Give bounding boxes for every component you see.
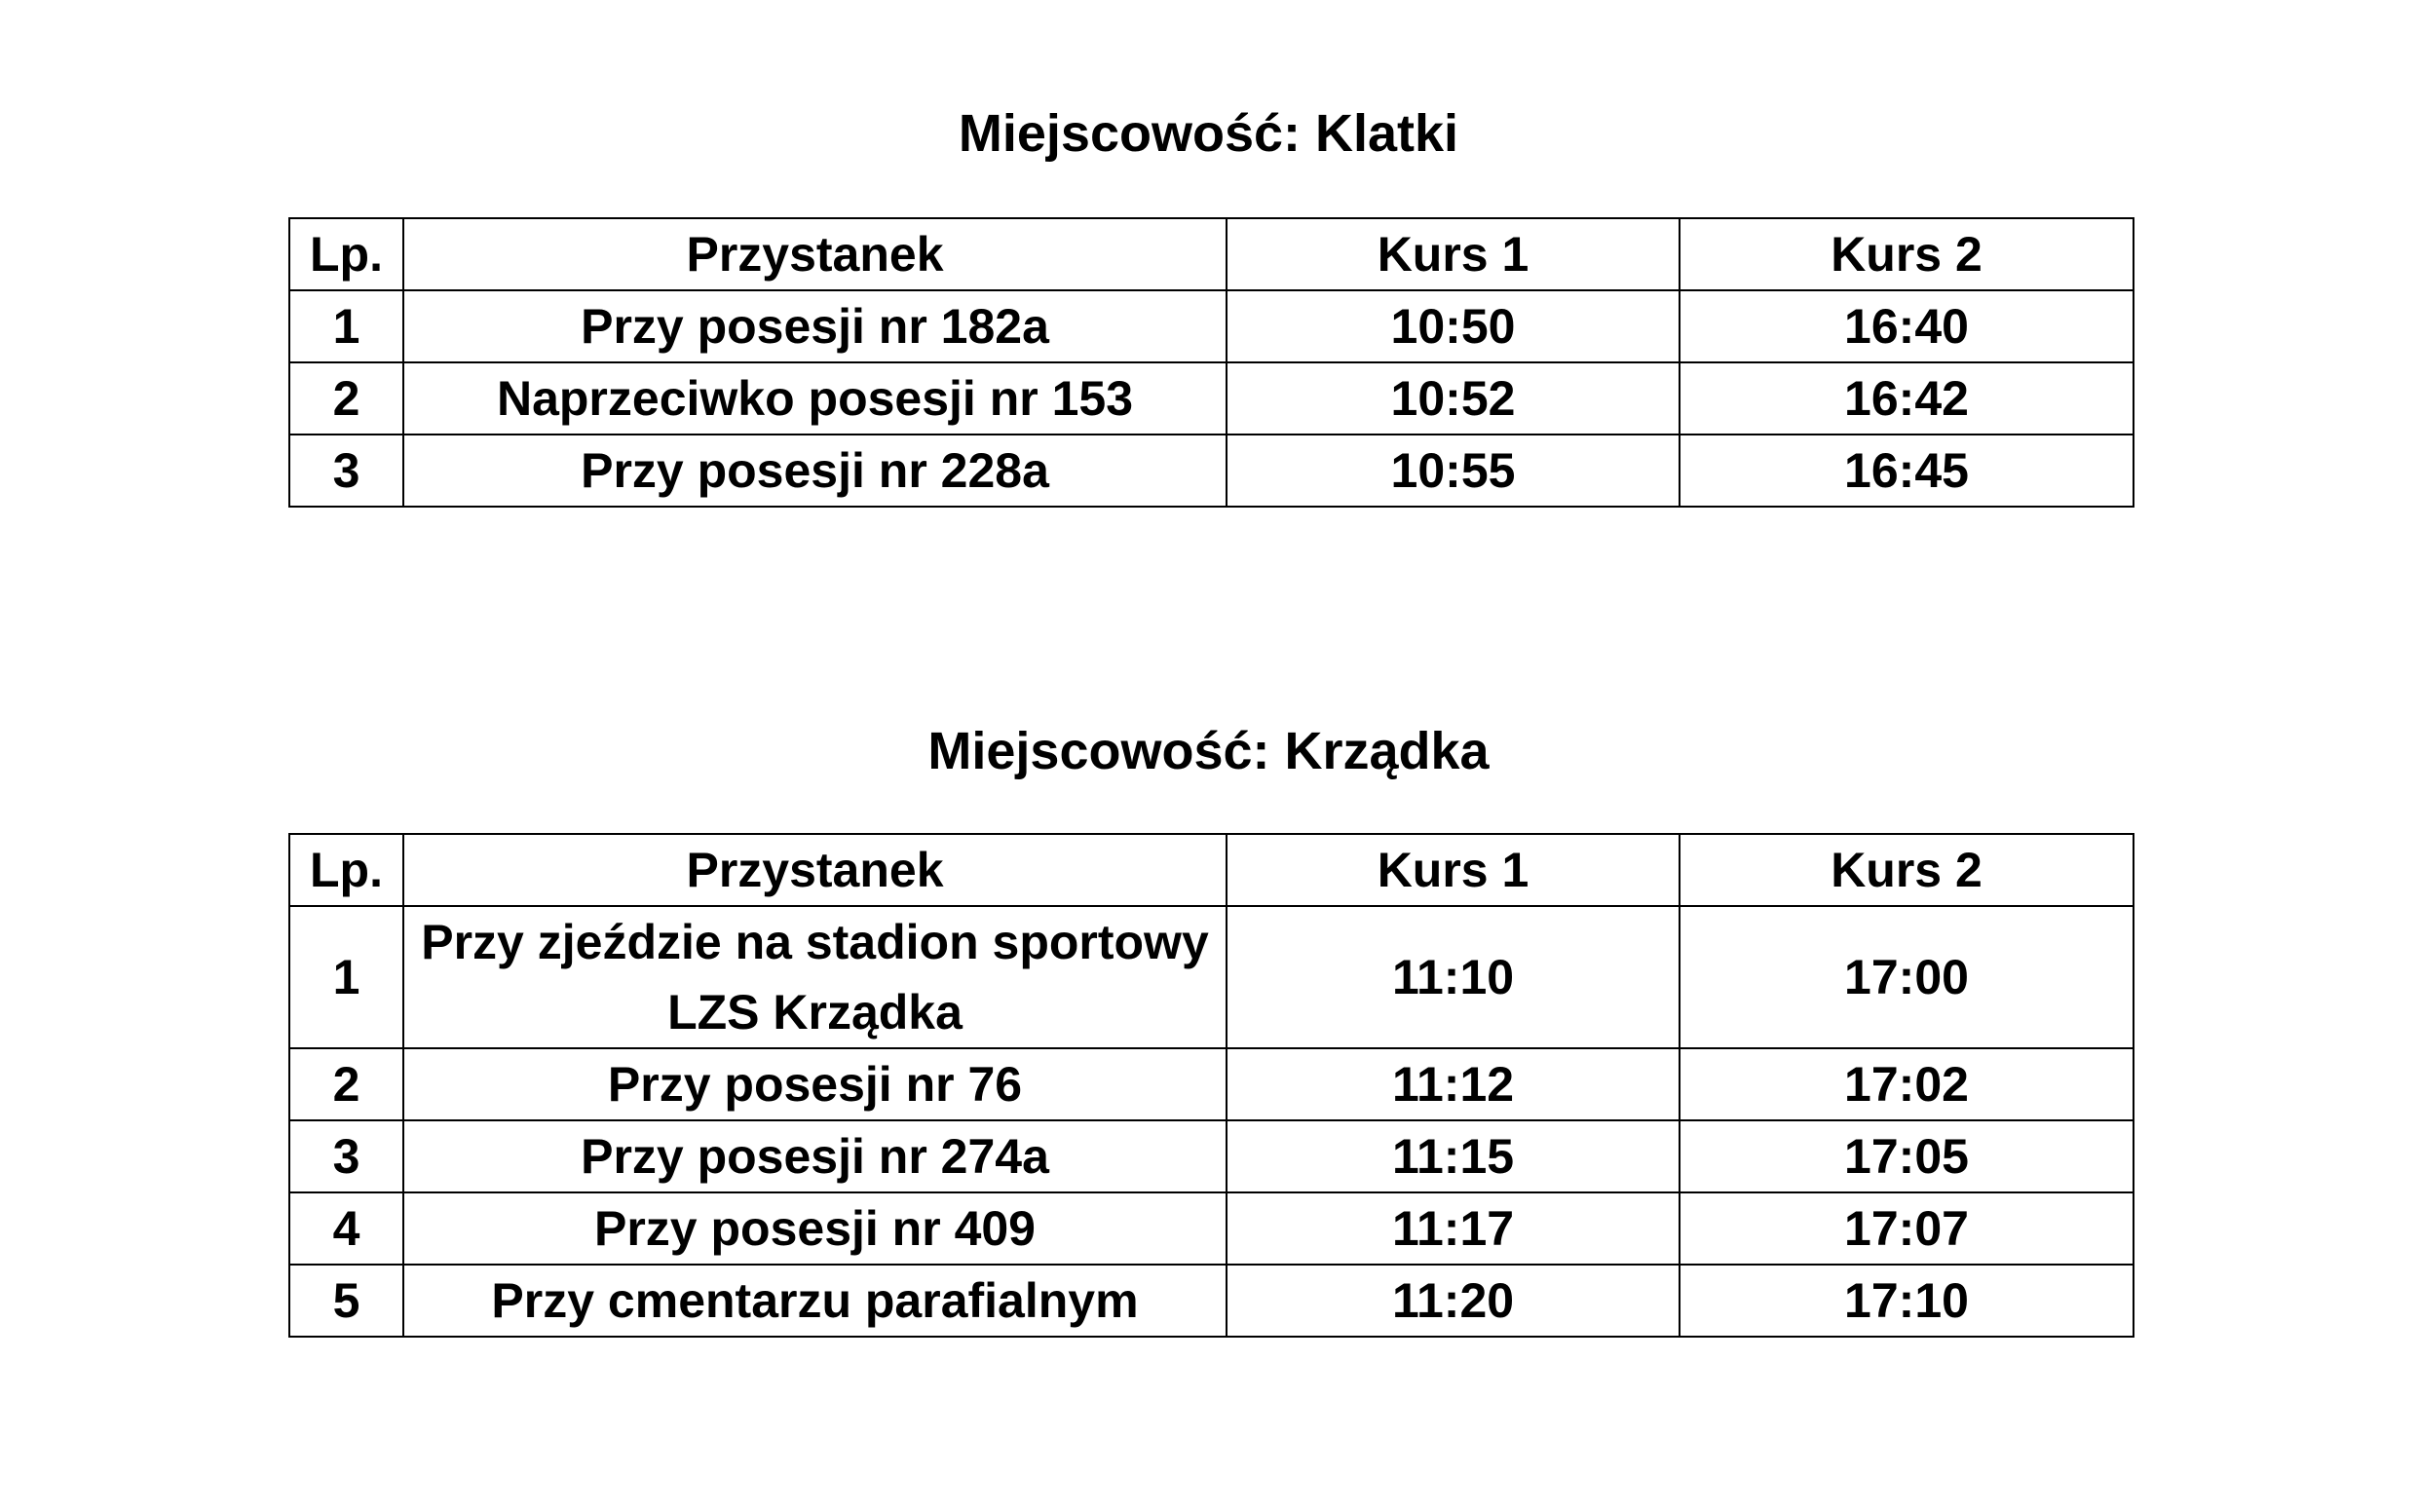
- table-row: [289, 1120, 2134, 1192]
- cell-kurs-1: 11:20: [1227, 1265, 1680, 1337]
- cell-kurs-1: 11:12: [1227, 1048, 1680, 1120]
- cell-lp: 2: [289, 1048, 403, 1120]
- cell-lp: 4: [289, 1192, 403, 1265]
- header-przystanek: Przystanek: [403, 218, 1227, 290]
- header-kurs-2: Kurs 2: [1680, 218, 2134, 290]
- header-kurs-1: Kurs 1: [1227, 218, 1680, 290]
- cell-kurs-2: 16:45: [1680, 435, 2134, 507]
- cell-lp: 1: [289, 906, 403, 1048]
- cell-kurs-1: 11:17: [1227, 1192, 1680, 1265]
- schedule-table-klatki: [288, 217, 2134, 508]
- cell-lp: 3: [289, 435, 403, 507]
- cell-stop: Przy posesji nr 409: [403, 1192, 1227, 1265]
- cell-kurs-1: 10:55: [1227, 435, 1680, 507]
- cell-kurs-1: 10:52: [1227, 362, 1680, 435]
- cell-lp: 1: [289, 290, 403, 362]
- cell-kurs-2: 17:00: [1680, 906, 2134, 1048]
- cell-lp: 3: [289, 1120, 403, 1192]
- table-header-row: [289, 834, 2134, 906]
- cell-kurs-2: 17:02: [1680, 1048, 2134, 1120]
- table-row: [289, 1192, 2134, 1265]
- table-row: [289, 1265, 2134, 1337]
- schedule-table-krzadka: [288, 833, 2134, 1338]
- section-title-klatki: Miejscowość: Klatki: [958, 104, 1459, 163]
- cell-lp: 2: [289, 362, 403, 435]
- cell-kurs-2: 17:10: [1680, 1265, 2134, 1337]
- table-row: [289, 435, 2134, 507]
- header-kurs-2: Kurs 2: [1680, 834, 2134, 906]
- table-row: [289, 1048, 2134, 1120]
- cell-stop: Przy posesji nr 76: [403, 1048, 1227, 1120]
- cell-stop: Przy posesji nr 274a: [403, 1120, 1227, 1192]
- cell-kurs-2: 16:42: [1680, 362, 2134, 435]
- cell-stop: Naprzeciwko posesji nr 153: [403, 362, 1227, 435]
- table-row: [289, 906, 2134, 1048]
- cell-stop: Przy posesji nr 182a: [403, 290, 1227, 362]
- table-header-row: [289, 218, 2134, 290]
- cell-kurs-1: 10:50: [1227, 290, 1680, 362]
- header-lp: Lp.: [289, 218, 403, 290]
- table-row: [289, 362, 2134, 435]
- cell-kurs-2: 17:05: [1680, 1120, 2134, 1192]
- section-title-krzadka: Miejscowość: Krządka: [927, 722, 1490, 780]
- table-row: [289, 290, 2134, 362]
- header-kurs-1: Kurs 1: [1227, 834, 1680, 906]
- cell-kurs-2: 17:07: [1680, 1192, 2134, 1265]
- cell-kurs-1: 11:15: [1227, 1120, 1680, 1192]
- cell-stop: Przy posesji nr 228a: [403, 435, 1227, 507]
- cell-stop: Przy cmentarzu parafialnym: [403, 1265, 1227, 1337]
- cell-stop: Przy zjeździe na stadion sportowy LZS Krządka: [403, 906, 1227, 1048]
- header-przystanek: Przystanek: [403, 834, 1227, 906]
- cell-lp: 5: [289, 1265, 403, 1337]
- cell-kurs-1: 11:10: [1227, 906, 1680, 1048]
- cell-kurs-2: 16:40: [1680, 290, 2134, 362]
- header-lp: Lp.: [289, 834, 403, 906]
